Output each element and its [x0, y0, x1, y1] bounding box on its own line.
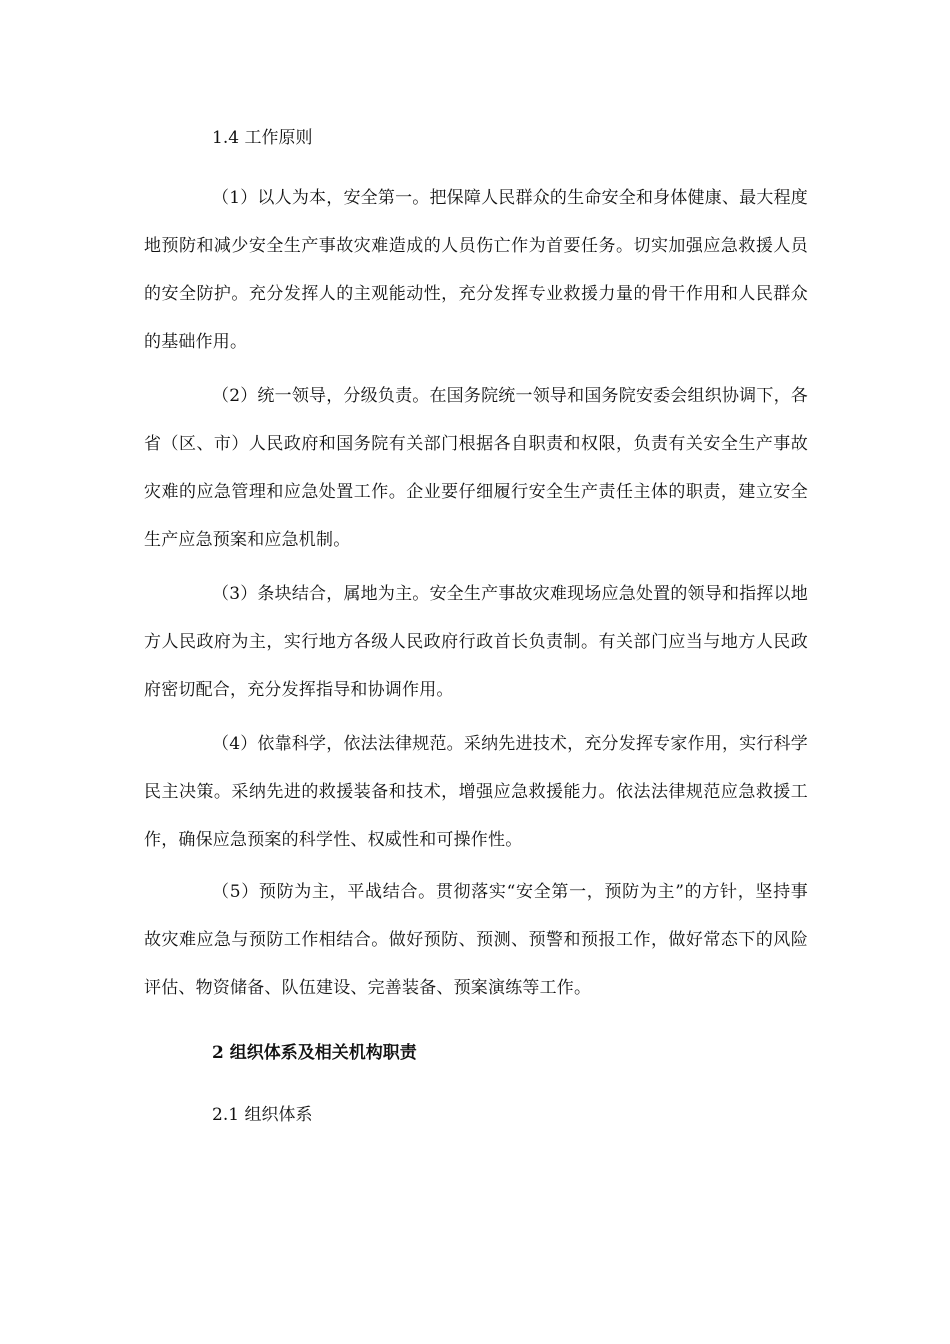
paragraph-principle-2: （2）统一领导，分级负责。在国务院统一领导和国务院安委会组织协调下，各省（区、市）人民政府和国务院有关部门根据各自职责和权限，负责有关安全生产事故灾难的应急管理和应急处置工作。企业要仔细履行安全生产责任主体的职责，建立安全生产应急预案和应急机制。 — [144, 386, 808, 550]
section-heading-2-1: 2.1 组织体系 — [212, 1105, 313, 1125]
paragraph-principle-4: （4）依靠科学，依法法律规范。采纳先进技术，充分发挥专家作用，实行科学民主决策。采纳先进的救援装备和技术，增强应急救援能力。依法法律规范应急救援工作，确保应急预案的科学性、权威性和可操作性。 — [144, 734, 808, 850]
paragraph-principle-3: （3）条块结合，属地为主。安全生产事故灾难现场应急处置的领导和指挥以地方人民政府为主，实行地方各级人民政府行政首长负责制。有关部门应当与地方人民政府密切配合，充分发挥指导和协调作用。 — [144, 584, 808, 700]
section-heading-2: 2 组织体系及相关机构职责 — [212, 1043, 417, 1063]
section-heading-1-4: 1.4 工作原则 — [212, 128, 313, 148]
paragraph-principle-1: （1）以人为本，安全第一。把保障人民群众的生命安全和身体健康、最大程度地预防和减少安全生产事故灾难造成的人员伤亡作为首要任务。切实加强应急救援人员的安全防护。充分发挥人的主观能动性，充分发挥专业救援力量的骨干作用和人民群众的基础作用。 — [144, 188, 808, 352]
paragraph-principle-5: （5）预防为主，平战结合。贯彻落实“安全第一，预防为主”的方针，坚持事故灾难应急与预防工作相结合。做好预防、预测、预警和预报工作，做好常态下的风险评估、物资储备、队伍建设、完善装备、预案演练等工作。 — [144, 882, 808, 998]
